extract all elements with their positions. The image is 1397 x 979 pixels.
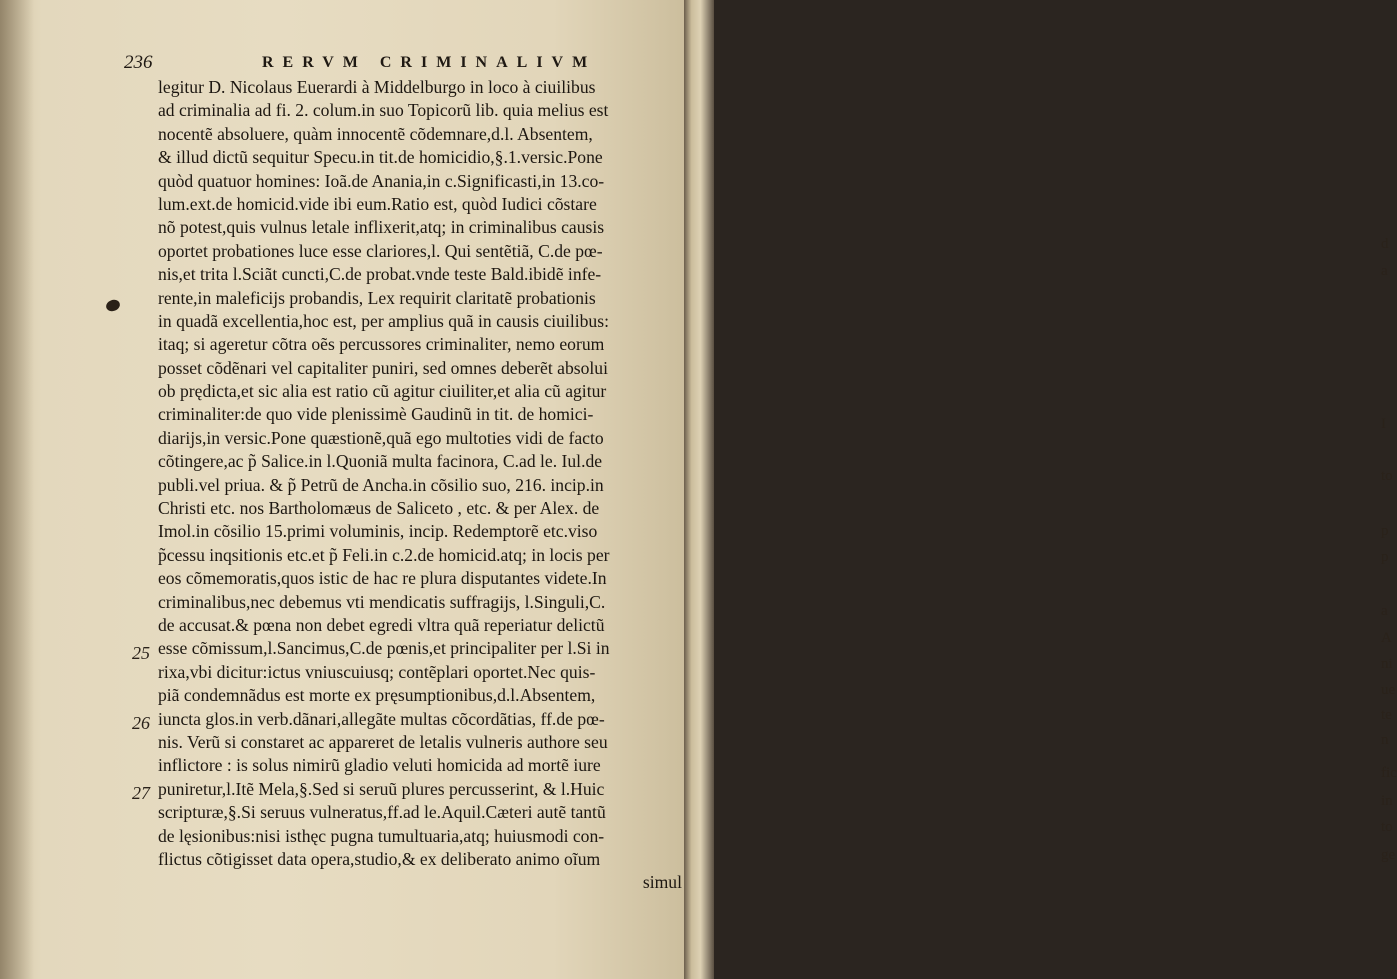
text-line: nis. Verũ si constaret ac appareret de letalis vulneris authore seu xyxy=(158,731,608,752)
facing-page-fragment: I xyxy=(1381,416,1386,432)
marginal-number: 25 xyxy=(132,643,150,663)
facing-page-fragment: te xyxy=(1381,707,1392,723)
facing-page-fragment: d xyxy=(1381,236,1389,252)
text-line: itaq; si ageretur cõtra oẽs percussores criminaliter, nemo eorum xyxy=(158,334,605,355)
text-line: posset cõdẽnari vel capitaliter puniri, sed omnes deberẽt absolui xyxy=(158,357,608,378)
text-line: iuncta glos.in verb.dãnari,allegãte multas cõcordãtias, ff.de pœ- xyxy=(158,708,605,729)
text-line: rente,in maleficijs probandis, Lex requirit claritatẽ probationis xyxy=(158,287,596,308)
facing-page-fragment: a xyxy=(1381,263,1388,279)
facing-page-fragment: to xyxy=(1381,819,1393,835)
text-line: de accusat.& pœna non debet egredi vltra quã reperiatur delictũ xyxy=(158,614,605,635)
text-line: Christi etc. nos Bartholomæus de Saliceto , etc. & per Alex. de xyxy=(158,498,600,519)
marginal-number: 26 xyxy=(132,713,150,733)
text-line: quòd quatuor homines: Ioã.de Anania,in c.Significasti,in 13.co- xyxy=(158,170,605,191)
text-line: criminaliter:de quo vide plenissimè Gaudinũ in tit. de homici- xyxy=(158,404,594,425)
text-line: nis,et trita l.Sciãt cuncti,C.de probat.vnde teste Bald.ibidẽ infe- xyxy=(158,264,602,285)
text-line: lum.ext.de homicid.vide ibi eum.Ratio est, quòd Iudici cõstare xyxy=(158,193,597,214)
text-line: diarijs,in versic.Pone quæstionẽ,quã ego multoties vidi de facto xyxy=(158,427,604,448)
facing-page-fragment: to xyxy=(1381,468,1393,484)
page-header xyxy=(124,50,684,76)
text-line: nõ potest,quis vulnus letale inflixerit,atq; in criminalibus causis xyxy=(158,217,605,238)
facing-page-fragment: ge xyxy=(1381,847,1396,863)
facing-page-fragment: A xyxy=(1381,630,1392,646)
text-line: flictus cõtigisset data opera,studio,& ex deliberato animo oĩum xyxy=(158,848,601,869)
facing-page-edge xyxy=(684,0,1397,979)
page-number: 236 xyxy=(124,52,153,73)
facing-page-fragment: ue xyxy=(1381,682,1396,698)
text-line: nocentẽ absoluere, quàm innocentẽ cõdemnare,d.l. Absentem, xyxy=(158,123,593,144)
text-line: ob prędicta,et sic alia est ratio cũ agitur ciuiliter,et alia cũ agitur xyxy=(158,381,607,402)
ink-blot xyxy=(105,298,122,313)
text-line: inflictore : is solus nimirũ gladio veluti homicida ad mortẽ iure xyxy=(158,755,601,776)
text-line: ad criminalia ad fi. 2. colum.in suo Topicorũ lib. quia melius est xyxy=(158,100,609,121)
text-line: simul xyxy=(642,872,682,893)
facing-page-fragment: a xyxy=(1381,603,1388,619)
text-line: cõtingere,ac p̃ Salice.in l.Quoniã multa facinora, C.ad le. Iul.de xyxy=(158,451,603,472)
facing-page-fragment: p xyxy=(1381,549,1389,565)
marginal-number: 27 xyxy=(132,783,150,803)
running-title: RERVM CRIMINALIVM xyxy=(262,54,597,71)
text-line: criminalibus,nec debemus vti mendicatis suffragijs, l.Singuli,C. xyxy=(158,591,606,612)
text-line: oportet probationes luce esse clariores,l. Qui sentẽtiã, C.de pœ- xyxy=(158,240,603,261)
text-line: in quadã excellentia,hoc est, per amplius quã in causis ciuilibus: xyxy=(158,310,609,331)
body-text xyxy=(158,76,682,895)
facing-page-fragment: in xyxy=(1381,793,1393,809)
text-line: Imol.in cõsilio 15.primi voluminis, incip. Redemptorẽ etc.viso xyxy=(158,521,598,542)
text-line: de lęsionibus:nisi isthęc pugna tumultuaria,atq; huiusmodi con- xyxy=(158,825,605,846)
gutter-shadow xyxy=(0,0,34,979)
text-line: scripturæ,§.Si seruus vulneratus,ff.ad le.Aquil.Cæteri autẽ tantũ xyxy=(158,802,606,823)
text-line: & illud dictũ sequitur Specu.in tit.de homicidio,§.1.versic.Pone xyxy=(158,147,603,168)
facing-page-fragment: fic xyxy=(1381,765,1397,781)
text-line: legitur D. Nicolaus Euerardi à Middelburgo in loco à ciuilibus xyxy=(158,77,596,97)
book-page xyxy=(0,0,690,979)
text-line: piã condemnãdus est morte ex pręsumptionibus,d.l.Absentem, xyxy=(158,685,596,706)
text-line: rixa,vbi dicitur:ictus vniuscuiusq; contẽplari oportet.Nec quis- xyxy=(158,661,596,682)
text-line: publi.vel priua. & p̃ Petrũ de Ancha.in cõsilio suo, 216. incip.in xyxy=(158,474,604,495)
facing-page-fragment: p xyxy=(1381,523,1389,539)
facing-page-fragment: n xyxy=(1381,732,1389,748)
text-line: esse cõmissum,l.Sancimus,C.de pœnis,et principaliter per l.Si in xyxy=(158,638,610,659)
text-line: p̃cessu inqsitionis etc.et p̃ Feli.in c.2.de homicid.atq; in locis per xyxy=(158,544,610,565)
text-line: eos cõmemoratis,quos istic de hac re plura disputantes videte.In xyxy=(158,568,607,589)
text-line: puniretur,l.Itẽ Mela,§.Sed si seruũ plures percusserint, & l.Huic xyxy=(158,778,605,799)
facing-page-fragment: ni xyxy=(1381,656,1393,672)
